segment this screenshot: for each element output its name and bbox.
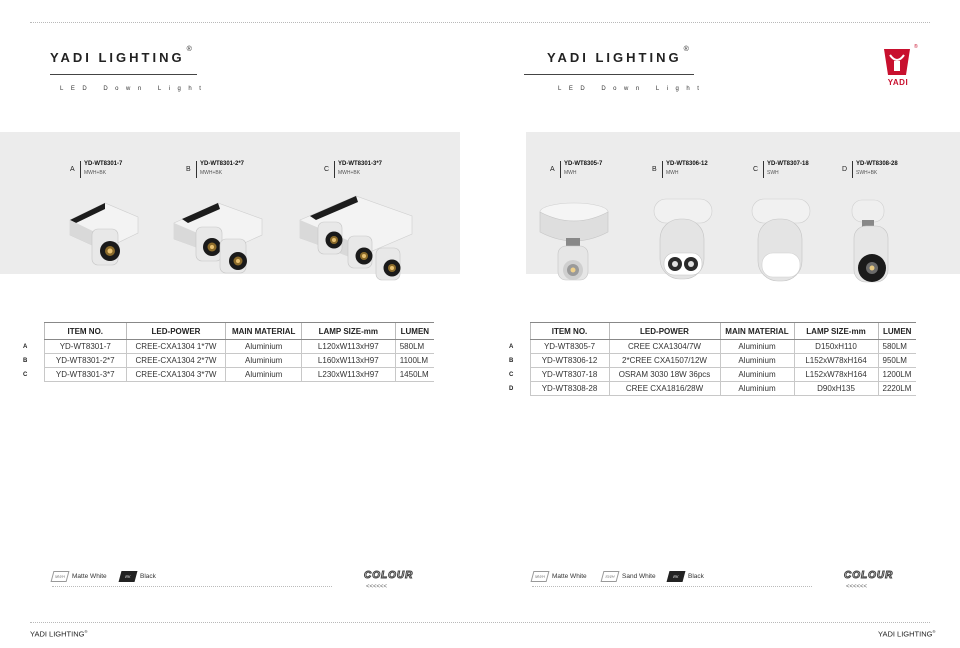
table-row: C YD-WT8301-3*7 CREE-CXA1304 3*7W Aluminium L230xW113xH97 1450LM [20,368,434,382]
table-row: D YD-WT8308-28 CREE CXA1816/28W Aluminium D90xH135 2220LM [506,382,916,396]
table-row: B YD-WT8306-12 2*CREE CXA1507/12W Aluminium L152xW78xH164 950LM [506,354,916,368]
swatch-chip: MWH [531,571,550,582]
logo-wordmark: YADI [887,78,909,87]
colour-swatches-right [532,570,812,584]
table-row: A YD-WT8305-7 CREE CXA1304/7W Aluminium D150xH110 580LM [506,340,916,354]
colour-arrows: <<<<<< [846,584,868,590]
swatch-label: Black [688,573,704,580]
header-led-power: LED-POWER [126,323,226,340]
right-page: YADI LIGHTING® LED Down Light A YD-WT8305-7 MWH B YD-WT8306-12 MWH C YD-WT8307-18 SWH D YD-WT8308-28 SWH+BK ITEM NO. LED-POWER MAIN MATERIAL LAMP SIZE-mm LUMEN A YD-WT8305-7 CREE CXA1304/7W Aluminium D150xH110 580LM B YD-WT8306-12 2*CREE CXA1507/12W Aluminium L152xW78xH164 950LM C YD-WT8307-18 OSRAM 3030 18W 36pcs Aluminium L152xW78xH164 1200LM D YD-WT8308-28 CREE CXA1816/28W Aluminium D90xH135 2220LM MWH Matte White SWH Sand White BK Black COLOUR <<<<<< YADI LIGHTING® [480,0,960,648]
colour-heading: COLOUR [364,570,414,581]
header-item-no: ITEM NO. [530,323,609,340]
left-page: YADI LIGHTING® LED Down Light A YD-WT8301-7 MWH+BK B YD-WT8301-2*7 MWH+BK C YD-WT8301-3*7 MWH+BK ITEM NO. LED-POWER MAIN MATERIAL LAMP SIZE-mm LUMEN A YD-WT8301-7 CREE-CXA1304 1*7W Aluminium L120xW113xH97 580LM B YD-WT8301-2*7 CREE-CXA1304 2*7W Aluminium L160xW113xH97 1100LM C YD-WT8301-3*7 CREE-CXA1304 3*7W Aluminium L230xW113xH97 1450LM MWH Matte White BK Black COLOUR <<<<<< YADI LIGHTING® [0,0,480,648]
catalog-subtitle: LED Down Light [60,86,209,92]
swatch-black [120,570,156,583]
header-lumen: LUMEN [878,323,916,340]
colour-arrows: <<<<<< [366,584,388,590]
header-main-material: MAIN MATERIAL [226,323,301,340]
lamp-image-a [60,195,145,275]
swatch-chip: SWH [601,571,620,582]
spec-table-right [506,322,916,396]
swatch-label: Matte White [552,573,587,580]
header-blank [20,323,44,340]
swatch-label: Matte White [72,573,107,580]
lamp-image-a [536,198,612,288]
brand-rule [524,74,694,75]
brand-title: YADI LIGHTING® [50,45,192,65]
header-item-no: ITEM NO. [44,323,126,340]
header-blank [506,323,530,340]
lamp-image-b [168,195,268,285]
swatch-matte-white [52,570,107,583]
swatch-label: Black [140,573,156,580]
brand-rule [50,74,197,75]
swatch-black [668,570,704,583]
colour-swatches-left [52,570,332,584]
header-lamp-size: LAMP SIZE-mm [301,323,395,340]
lamp-image-b [648,195,718,287]
logo-registered-mark: ® [914,44,918,50]
header-led-power: LED-POWER [609,323,720,340]
swatch-chip: BK [667,571,686,582]
lamp-image-c [296,190,416,290]
header-main-material: MAIN MATERIAL [720,323,794,340]
brand-title: YADI LIGHTING® [547,45,689,65]
spec-table-left [20,322,434,382]
table-row: C YD-WT8307-18 OSRAM 3030 18W 36pcs Aluminium L152xW78xH164 1200LM [506,368,916,382]
lamp-image-d [846,196,896,288]
swatch-matte-white [532,570,587,583]
lamp-image-c [746,195,816,287]
swatch-sand-white [602,570,656,583]
swatch-label: Sand White [622,573,656,580]
footer-brand-left: YADI LIGHTING® [30,629,88,639]
table-row: A YD-WT8301-7 CREE-CXA1304 1*7W Aluminium L120xW113xH97 580LM [20,340,434,354]
colour-heading: COLOUR [844,570,894,581]
swatch-chip: MWH [51,571,70,582]
table-header-row [506,323,916,340]
header-lamp-size: LAMP SIZE-mm [794,323,878,340]
header-lumen: LUMEN [395,323,434,340]
table-row: B YD-WT8301-2*7 CREE-CXA1304 2*7W Aluminium L160xW113xH97 1100LM [20,354,434,368]
footer-brand-right: YADI LIGHTING® [878,629,936,639]
catalog-subtitle: LED Down Light [558,86,707,92]
table-header-row [20,323,434,340]
swatch-chip: BK [119,571,138,582]
